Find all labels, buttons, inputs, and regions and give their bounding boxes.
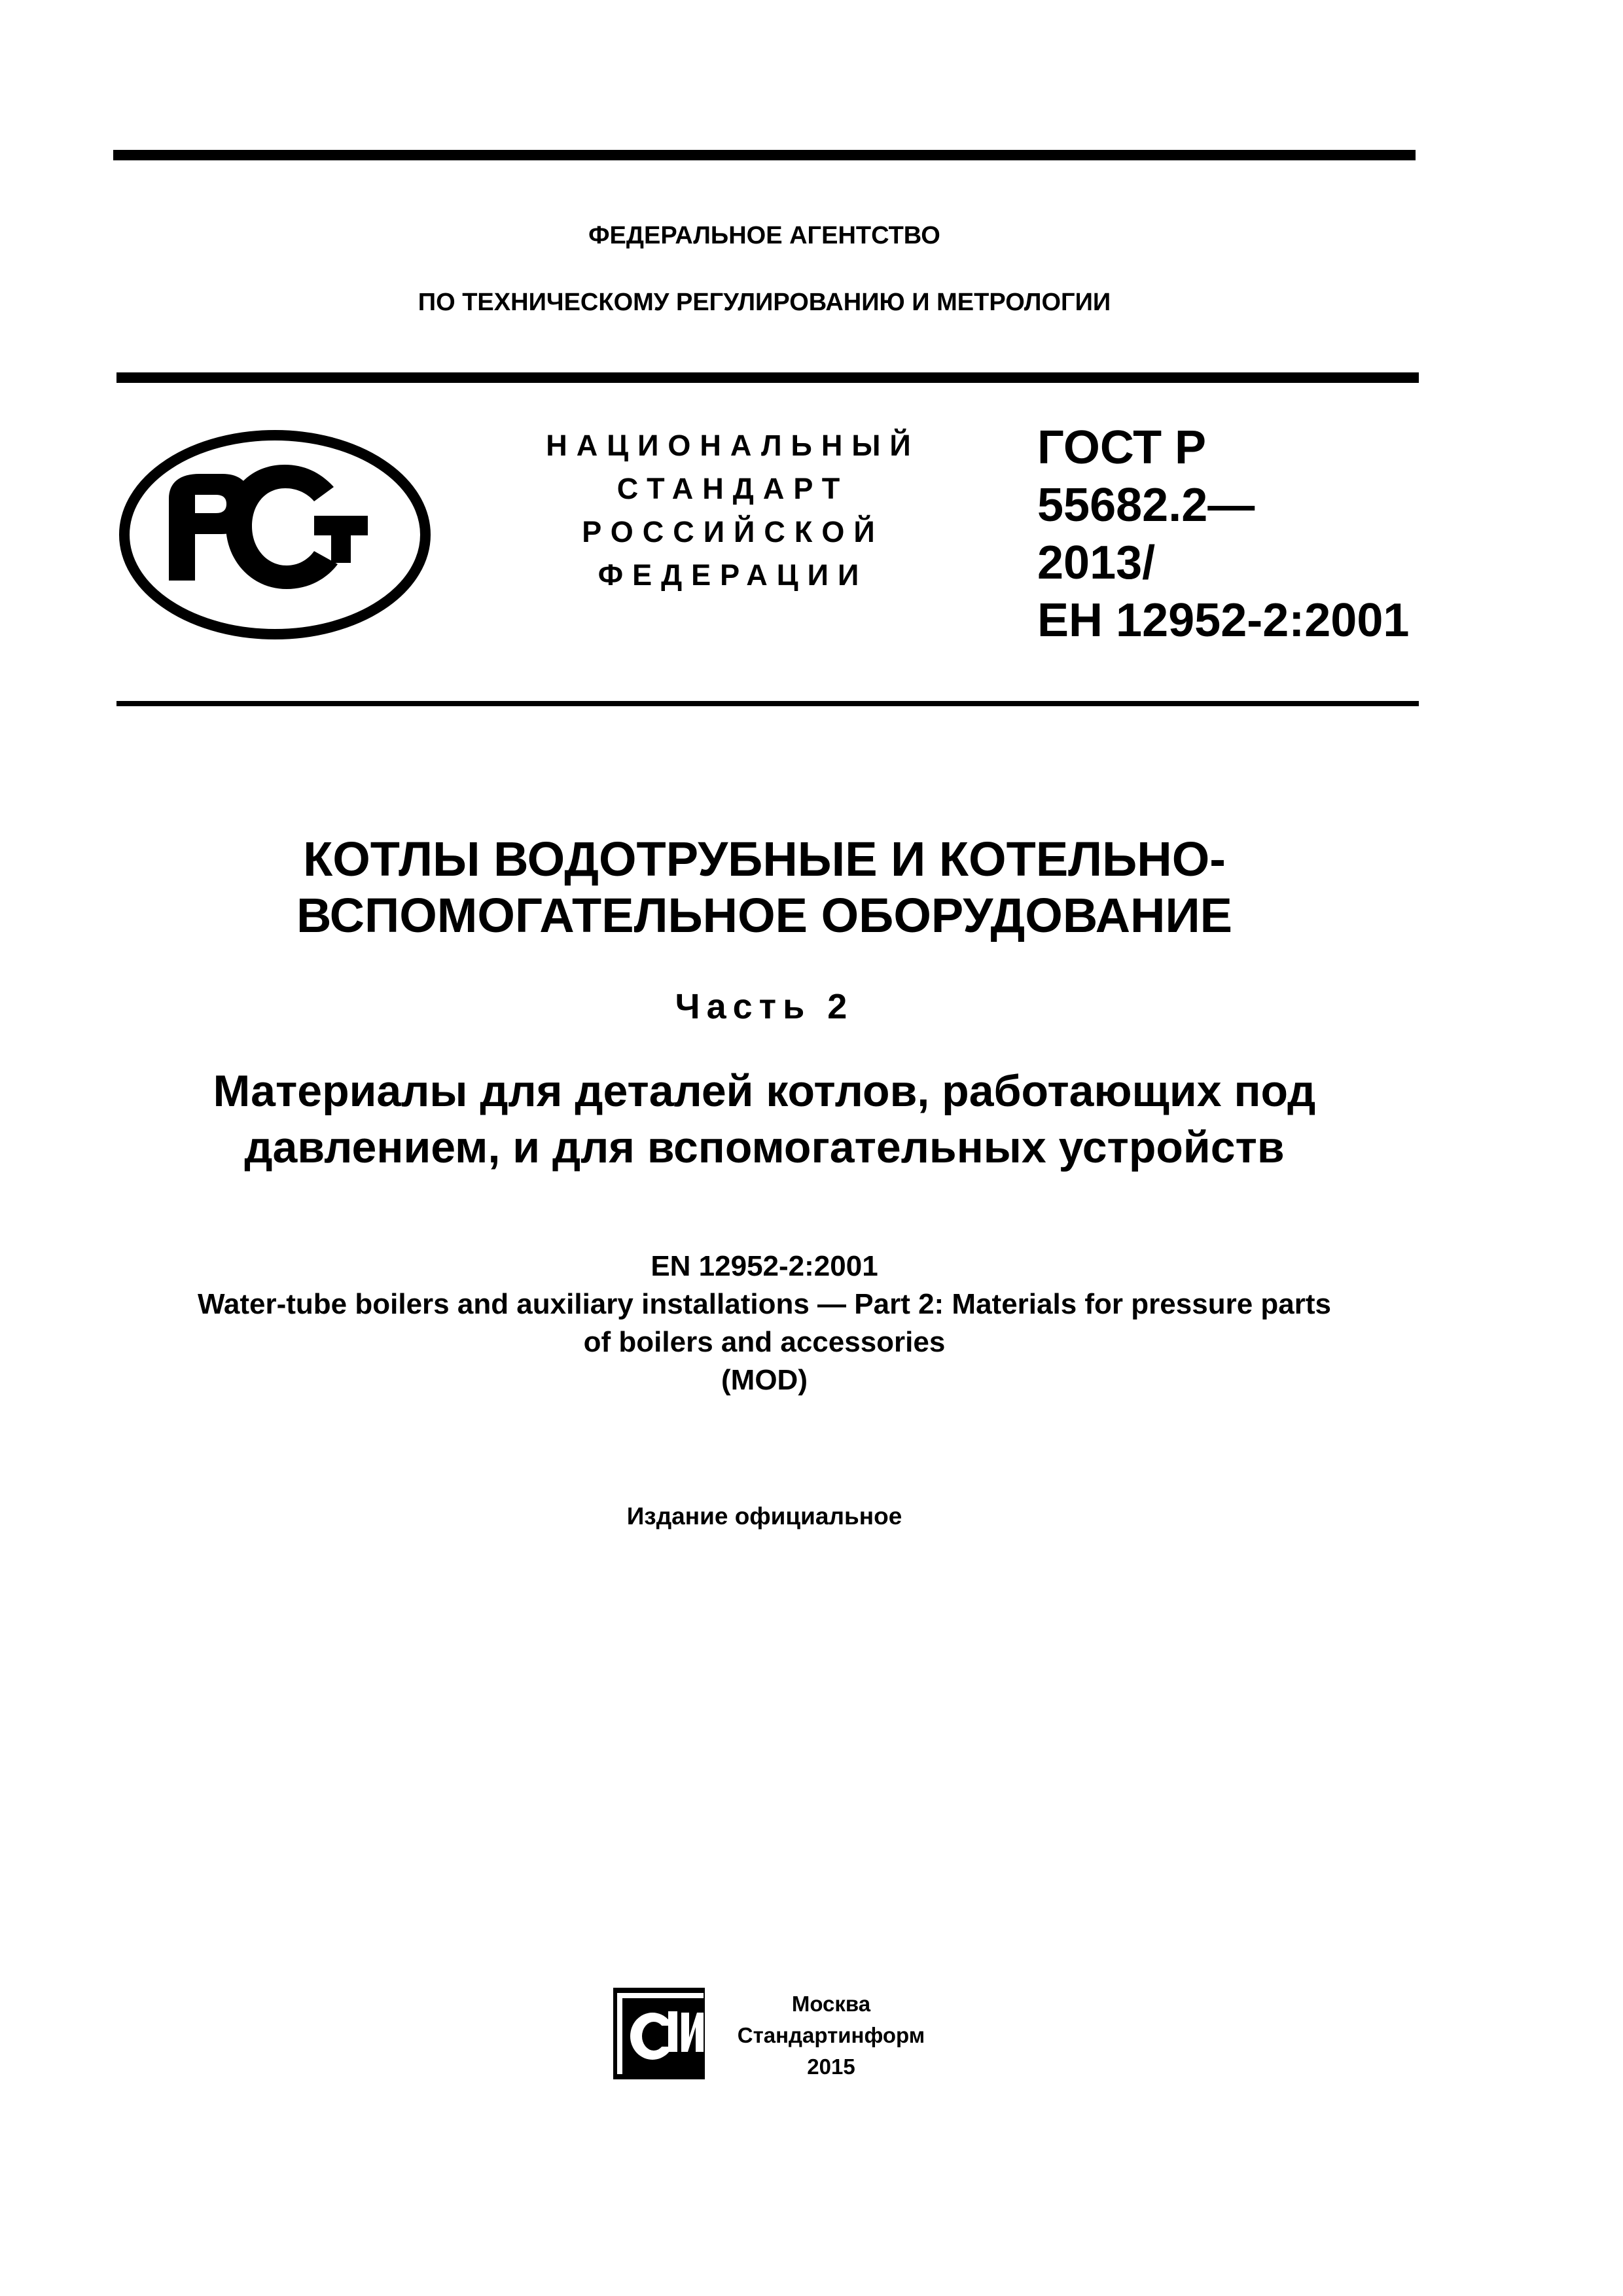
- en-title-line2: of boilers and accessories: [583, 1326, 946, 1358]
- middle-rule: [116, 372, 1419, 383]
- publisher-name: Стандартинформ: [737, 2023, 925, 2047]
- en-title-line1: Water-tube boilers and auxiliary installations — Part 2: Materials for pressure parts: [198, 1288, 1331, 1320]
- national-standard-label: [504, 424, 962, 597]
- designation-line1: ГОСТ Р: [1037, 422, 1207, 474]
- document-title: [113, 831, 1416, 944]
- designation-line3: 2013/: [1037, 537, 1156, 589]
- part-number: Часть 2: [675, 987, 854, 1026]
- bottom-rule: [116, 701, 1419, 706]
- subtitle-line2: давлением, и для вспомогательных устройств: [244, 1122, 1285, 1172]
- designation-line4: ЕН 12952-2:2001: [1037, 594, 1410, 647]
- top-rule: [113, 150, 1416, 160]
- national-line4: ФЕДЕРАЦИИ: [597, 558, 868, 592]
- national-line1: НАЦИОНАЛЬНЫЙ: [546, 429, 920, 462]
- standard-designation: [1037, 419, 1417, 649]
- publisher-imprint: [713, 1988, 949, 2083]
- title-line2: ВСПОМОГАТЕЛЬНОЕ ОБОРУДОВАНИЕ: [296, 888, 1233, 942]
- national-line3: РОССИЙСКОЙ: [582, 515, 884, 548]
- gost-r-certification-mark-icon: [118, 427, 432, 643]
- international-standard-reference: [113, 1247, 1416, 1399]
- en-modification: (MOD): [721, 1364, 808, 1396]
- agency-name-line2: ПО ТЕХНИЧЕСКОМУ РЕГУЛИРОВАНИЮ И МЕТРОЛОГИИ: [418, 289, 1111, 316]
- en-code: EN 12952-2:2001: [651, 1250, 878, 1282]
- standartinform-logo-icon: [612, 1986, 709, 2085]
- national-line2: СТАНДАРТ: [616, 472, 849, 505]
- publisher-city: Москва: [791, 1992, 871, 2016]
- publisher-year: 2015: [807, 2054, 855, 2079]
- agency-name-line1: ФЕДЕРАЛЬНОЕ АГЕНТСТВО: [588, 222, 940, 249]
- designation-line2: 55682.2—: [1037, 479, 1255, 531]
- document-subtitle: [113, 1063, 1416, 1175]
- subtitle-line1: Материалы для деталей котлов, работающих под: [213, 1066, 1316, 1116]
- edition-label: Издание официальное: [626, 1503, 902, 1530]
- title-line1: КОТЛЫ ВОДОТРУБНЫЕ И КОТЕЛЬНО-: [303, 832, 1226, 886]
